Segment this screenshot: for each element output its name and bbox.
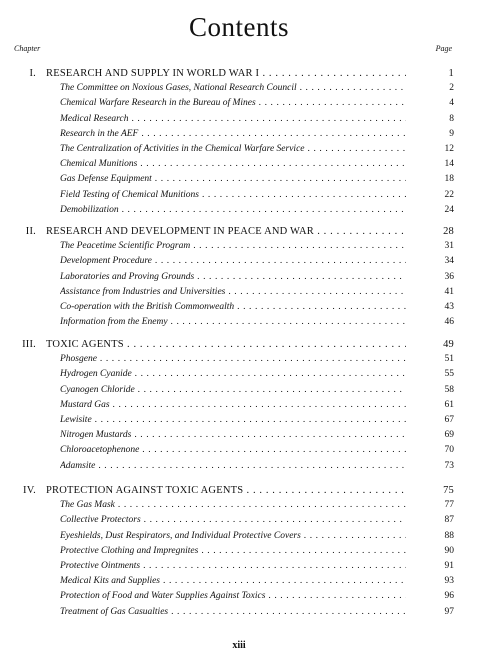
section-title: Mustard Gas . . . (60, 398, 406, 413)
section-title: Development Procedure . . . (60, 254, 406, 269)
section-row (0, 315, 478, 330)
section-page-number: 90 (444, 545, 454, 556)
section-page-number: 73 (444, 460, 454, 471)
section-title: Cyanogen Chloride . . . (60, 383, 406, 398)
section-page-number: 67 (444, 414, 454, 425)
section-page-number: 55 (444, 369, 454, 380)
section-page-number: 24 (444, 204, 454, 215)
chapter-block (0, 483, 478, 620)
section-page-number: 2 (449, 83, 454, 94)
section-page-number: 22 (444, 189, 454, 200)
section-row (0, 112, 478, 127)
section-page-number: 9 (449, 128, 454, 139)
section-page-number: 31 (444, 241, 454, 252)
section-page-number: 61 (444, 399, 454, 410)
section-page-number: 93 (444, 576, 454, 587)
section-row (0, 188, 478, 203)
section-page-number: 43 (444, 301, 454, 312)
section-row (0, 544, 478, 559)
section-title: Protective Clothing and Impregnites . . . (60, 544, 406, 559)
section-page-number: 4 (449, 98, 454, 109)
section-title: Nitrogen Mustards . . . (60, 428, 406, 443)
section-page-number: 88 (444, 530, 454, 541)
section-title: Assistance from Industries and Universities . . . (60, 285, 406, 300)
section-row (0, 254, 478, 269)
section-title: Chemical Munitions . . . (60, 157, 406, 172)
section-title: Protective Ointments . . . (60, 559, 406, 574)
section-page-number: 8 (449, 113, 454, 124)
section-row (0, 352, 478, 367)
chapter-number: II. (25, 226, 36, 237)
chapter-page-number: 75 (443, 485, 454, 496)
section-row (0, 203, 478, 218)
section-title: Chloroacetophenone . . . (60, 443, 406, 458)
chapter-block (0, 224, 478, 330)
chapter-column-header: Chapter (14, 44, 41, 53)
section-row (0, 559, 478, 574)
chapter-number: I. (29, 68, 36, 79)
chapter-page-number: 1 (448, 68, 454, 79)
section-page-number: 70 (444, 445, 454, 456)
page-column-header: Page (435, 44, 452, 53)
section-title: The Peacetime Scientific Program . . . (60, 239, 406, 254)
chapter-number: IV. (23, 485, 36, 496)
chapter-block (0, 66, 478, 218)
section-row (0, 285, 478, 300)
page-number-footer: xiii (232, 640, 246, 651)
chapter-title: RESEARCH AND SUPPLY IN WORLD WAR I . . . (46, 66, 406, 81)
chapter-page-number: 49 (443, 339, 454, 350)
section-title: The Committee on Noxious Gases, National Research Council . . . (60, 81, 406, 96)
section-title: Research in the AEF . . . (60, 127, 406, 142)
page-title: Contents (188, 12, 289, 42)
chapter-number: III. (22, 339, 36, 350)
section-title: Medical Research . . . (60, 112, 406, 127)
section-title: Medical Kits and Supplies . . . (60, 574, 406, 589)
section-row (0, 589, 478, 604)
section-page-number: 96 (444, 591, 454, 602)
section-title: Treatment of Gas Casualties . . . (60, 605, 406, 620)
section-page-number: 36 (444, 271, 454, 282)
section-title: Chemical Warfare Research in the Bureau of Mines . . . (60, 96, 406, 111)
section-title: Adamsite . . . (60, 459, 406, 474)
section-row (0, 443, 478, 458)
section-row (0, 459, 478, 474)
section-page-number: 12 (444, 143, 454, 154)
section-row (0, 270, 478, 285)
section-page-number: 87 (444, 515, 454, 526)
section-title: The Gas Mask . . . (60, 498, 406, 513)
section-title: Eyeshields, Dust Respirators, and Individual Protective Covers . . . (60, 529, 406, 544)
section-page-number: 77 (444, 500, 454, 511)
section-page-number: 91 (444, 560, 454, 571)
section-row (0, 605, 478, 620)
section-row (0, 239, 478, 254)
section-title: Co-operation with the British Commonwealth . . . (60, 300, 406, 315)
section-row (0, 172, 478, 187)
chapter-block (0, 337, 478, 474)
section-page-number: 58 (444, 384, 454, 395)
section-title: Hydrogen Cyanide . . . (60, 367, 406, 382)
section-page-number: 18 (444, 174, 454, 185)
chapter-title: RESEARCH AND DEVELOPMENT IN PEACE AND WAR . . . (46, 224, 406, 239)
section-page-number: 97 (444, 606, 454, 617)
section-row (0, 367, 478, 382)
section-row (0, 498, 478, 513)
section-page-number: 34 (444, 256, 454, 267)
section-row (0, 142, 478, 157)
section-row (0, 300, 478, 315)
section-row (0, 574, 478, 589)
section-page-number: 41 (444, 286, 454, 297)
chapter-title: PROTECTION AGAINST TOXIC AGENTS . . . (46, 483, 406, 498)
section-row (0, 428, 478, 443)
section-title: Field Testing of Chemical Munitions . . . (60, 188, 406, 203)
section-page-number: 14 (444, 159, 454, 170)
section-row (0, 398, 478, 413)
section-title: Demobilization . . . (60, 203, 406, 218)
chapter-row (0, 337, 478, 352)
chapter-title: TOXIC AGENTS . . . (46, 337, 406, 352)
section-row (0, 81, 478, 96)
section-row (0, 513, 478, 528)
section-row (0, 127, 478, 142)
section-page-number: 51 (444, 354, 454, 365)
section-title: Phosgene . . . (60, 352, 406, 367)
section-row (0, 383, 478, 398)
section-page-number: 46 (444, 317, 454, 328)
section-title: Laboratories and Proving Grounds . . . (60, 270, 406, 285)
section-title: Gas Defense Equipment . . . (60, 172, 406, 187)
section-row (0, 157, 478, 172)
section-title: Lewisite . . . (60, 413, 406, 428)
chapter-page-number: 28 (443, 226, 454, 237)
section-row (0, 529, 478, 544)
section-title: Protection of Food and Water Supplies Against Toxics . . . (60, 589, 406, 604)
section-row (0, 413, 478, 428)
chapter-row (0, 66, 478, 81)
section-title: Information from the Enemy . . . (60, 315, 406, 330)
section-title: The Centralization of Activities in the Chemical Warfare Service . . . (60, 142, 406, 157)
section-page-number: 69 (444, 430, 454, 441)
chapter-row (0, 483, 478, 498)
section-title: Collective Protectors . . . (60, 513, 406, 528)
chapter-row (0, 224, 478, 239)
section-row (0, 96, 478, 111)
